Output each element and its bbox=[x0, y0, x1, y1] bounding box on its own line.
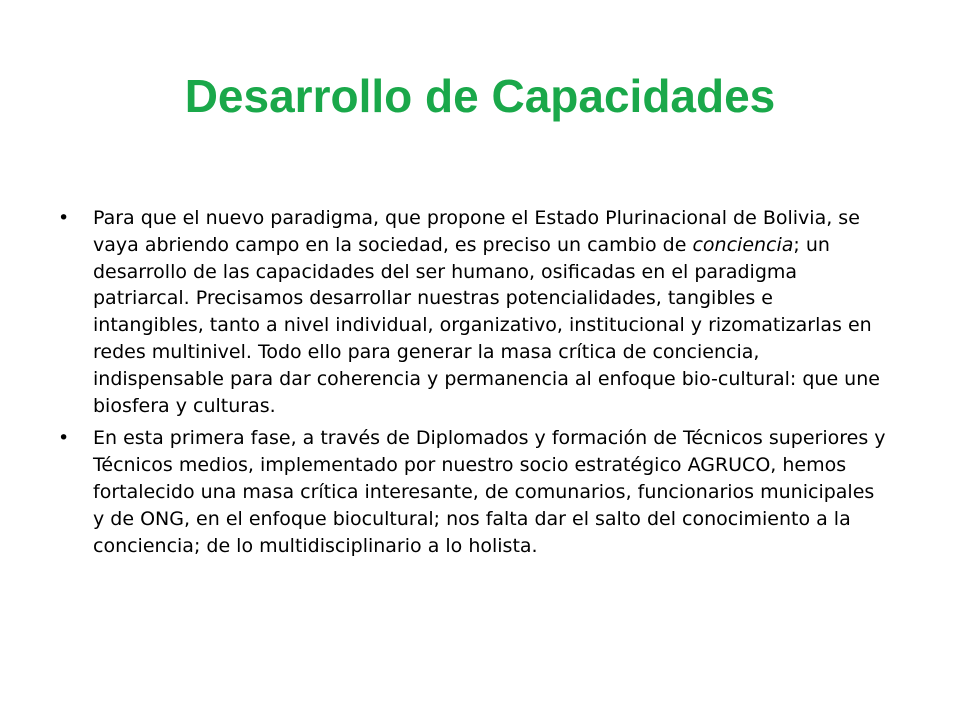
bullet-list bbox=[58, 205, 888, 559]
bullet-text-1-part-1: Para que el nuevo paradigma, que propone el Estado Plurinacional de Bolivia, se vaya abriendo campo en la sociedad, es preciso un cambio de bbox=[93, 207, 860, 256]
bullet-icon: • bbox=[58, 207, 70, 229]
slide-title: Desarrollo de Capacidades bbox=[184, 70, 776, 122]
bullet-item-2 bbox=[58, 425, 888, 559]
emphasized-word: conciencia bbox=[692, 233, 794, 256]
bullet-text-1-part-2: ; un desarrollo de las capacidades del ser humano, osificadas en el paradigma patriarcal. Precisamos desarrollar nuestras potencialidades, tangibles e intangibles, tanto a nivel individual, organizativo, institucional y rizomatizarlas en redes multinivel. Todo ello para generar la masa crítica de conciencia, indispensable para dar coherencia y permanencia al enfoque bio-cultural: que une biosfera y culturas. bbox=[93, 233, 880, 417]
bullet-text-2: En esta primera fase, a través de Diplomados y formación de Técnicos superiores y Técnicos medios, implementado por nuestro socio estratégico AGRUCO, hemos fortalecido una masa crítica interesante, de comunarios, funcionarios municipales y de ONG, en el enfoque biocultural; nos falta dar el salto del conocimiento a la conciencia; de lo multidisciplinario a lo holista. bbox=[93, 427, 886, 557]
bullet-icon: • bbox=[58, 427, 70, 450]
bullet-item-1 bbox=[58, 205, 888, 419]
